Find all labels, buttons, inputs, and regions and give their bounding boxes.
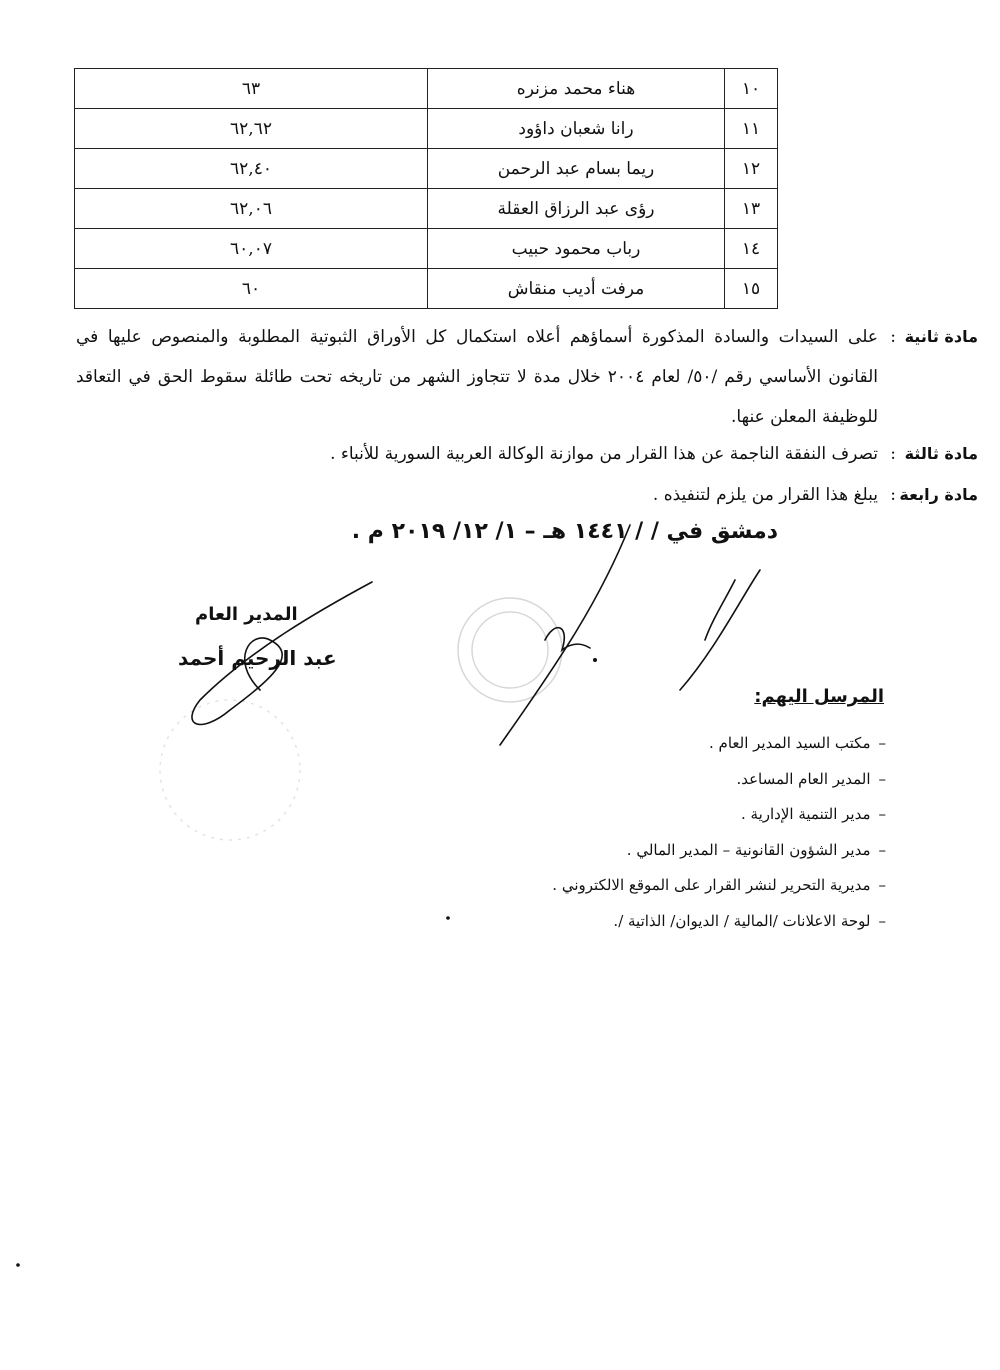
table-row — [75, 269, 778, 309]
distribution-item-text: مدير التنمية الإدارية . — [741, 805, 871, 823]
distribution-item — [552, 906, 886, 942]
distribution-item-text: مكتب السيد المدير العام . — [709, 734, 871, 752]
name-cell: هناء محمد مزنره — [428, 69, 725, 109]
stray-dot — [446, 916, 450, 920]
distribution-item — [552, 764, 886, 800]
table-row — [75, 109, 778, 149]
article-second — [76, 317, 978, 437]
table-row — [75, 149, 778, 189]
results-table-body — [75, 69, 778, 309]
dash-bullet: – — [878, 805, 886, 823]
article-colon: : — [890, 444, 896, 464]
table-row — [75, 69, 778, 109]
article-text: على السيدات والسادة المذكورة أسماؤهم أعلاه استكمال كل الأوراق الثبوتية المطلوبة والمنصوص عليها في القانون الأساسي رقم /٥٠/ لعام ٢٠٠٤ خلال مدة لا تتجاوز الشهر من تاريخه تحت طائلة سقوط الحق في التعاقد للوظيفة المعلن عنها. — [76, 327, 878, 427]
signatory-name: عبد الرحيم أحمد — [178, 646, 337, 670]
table-row — [75, 189, 778, 229]
article-colon: : — [890, 327, 896, 347]
article-label: مادة ثانية — [904, 327, 978, 346]
name-cell: ريما بسام عبد الرحمن — [428, 149, 725, 189]
row-number-cell: ١١ — [725, 109, 778, 149]
score-cell: ٦٣ — [75, 69, 428, 109]
stamp-mark — [160, 598, 562, 840]
distribution-item-text: لوحة الاعلانات /المالية / الديوان/ الذاتية /. — [613, 911, 871, 930]
distribution-item — [552, 870, 886, 906]
distribution-item — [552, 728, 886, 764]
article-text: تصرف النفقة الناجمة عن هذا القرار من موازنة الوكالة العربية السورية للأنباء . — [330, 444, 878, 464]
score-cell: ٦٠,٠٧ — [75, 229, 428, 269]
dash-bullet: – — [878, 840, 886, 859]
signature-mark — [192, 525, 760, 745]
article-label: مادة ثالثة — [904, 444, 978, 463]
score-cell: ٦٢,٤٠ — [75, 149, 428, 189]
distribution-item-text: المدير العام المساعد. — [736, 769, 871, 788]
distribution-item — [552, 835, 886, 871]
stray-dot — [593, 658, 597, 662]
distribution-list — [552, 728, 886, 941]
article-third — [76, 434, 978, 474]
row-number-cell: ١٢ — [725, 149, 778, 189]
dash-bullet: – — [878, 769, 886, 788]
table-row — [75, 229, 778, 269]
distribution-heading: المرسل اليهم: — [754, 686, 884, 707]
date-line: دمشق في / / ١٤٤١ هـ – ١/ ١٢/ ٢٠١٩ م . — [351, 519, 778, 544]
row-number-cell: ١٤ — [725, 229, 778, 269]
dash-bullet: – — [878, 734, 886, 752]
row-number-cell: ١٥ — [725, 269, 778, 309]
stray-dot — [16, 1263, 20, 1267]
distribution-item — [552, 799, 886, 835]
name-cell: رؤى عبد الرزاق العقلة — [428, 189, 725, 229]
article-label: مادة رابعة — [899, 485, 978, 504]
name-cell: مرفت أديب منقاش — [428, 269, 725, 309]
signatory-title: المدير العام — [195, 604, 298, 625]
article-fourth — [76, 475, 978, 515]
distribution-item-text: مدير الشؤون القانونية – المدير المالي . — [626, 840, 871, 859]
results-table — [74, 68, 778, 309]
distribution-item-text: مديرية التحرير لنشر القرار على الموقع الالكتروني . — [552, 876, 871, 894]
article-colon: : — [890, 485, 896, 505]
score-cell: ٦٠ — [75, 269, 428, 309]
row-number-cell: ١٣ — [725, 189, 778, 229]
score-cell: ٦٢,٠٦ — [75, 189, 428, 229]
article-text: يبلغ هذا القرار من يلزم لتنفيذه . — [652, 485, 878, 505]
row-number-cell: ١٠ — [725, 69, 778, 109]
name-cell: رانا شعبان داؤود — [428, 109, 725, 149]
name-cell: رباب محمود حبيب — [428, 229, 725, 269]
dash-bullet: – — [878, 876, 886, 894]
dash-bullet: – — [878, 911, 886, 930]
score-cell: ٦٢,٦٢ — [75, 109, 428, 149]
